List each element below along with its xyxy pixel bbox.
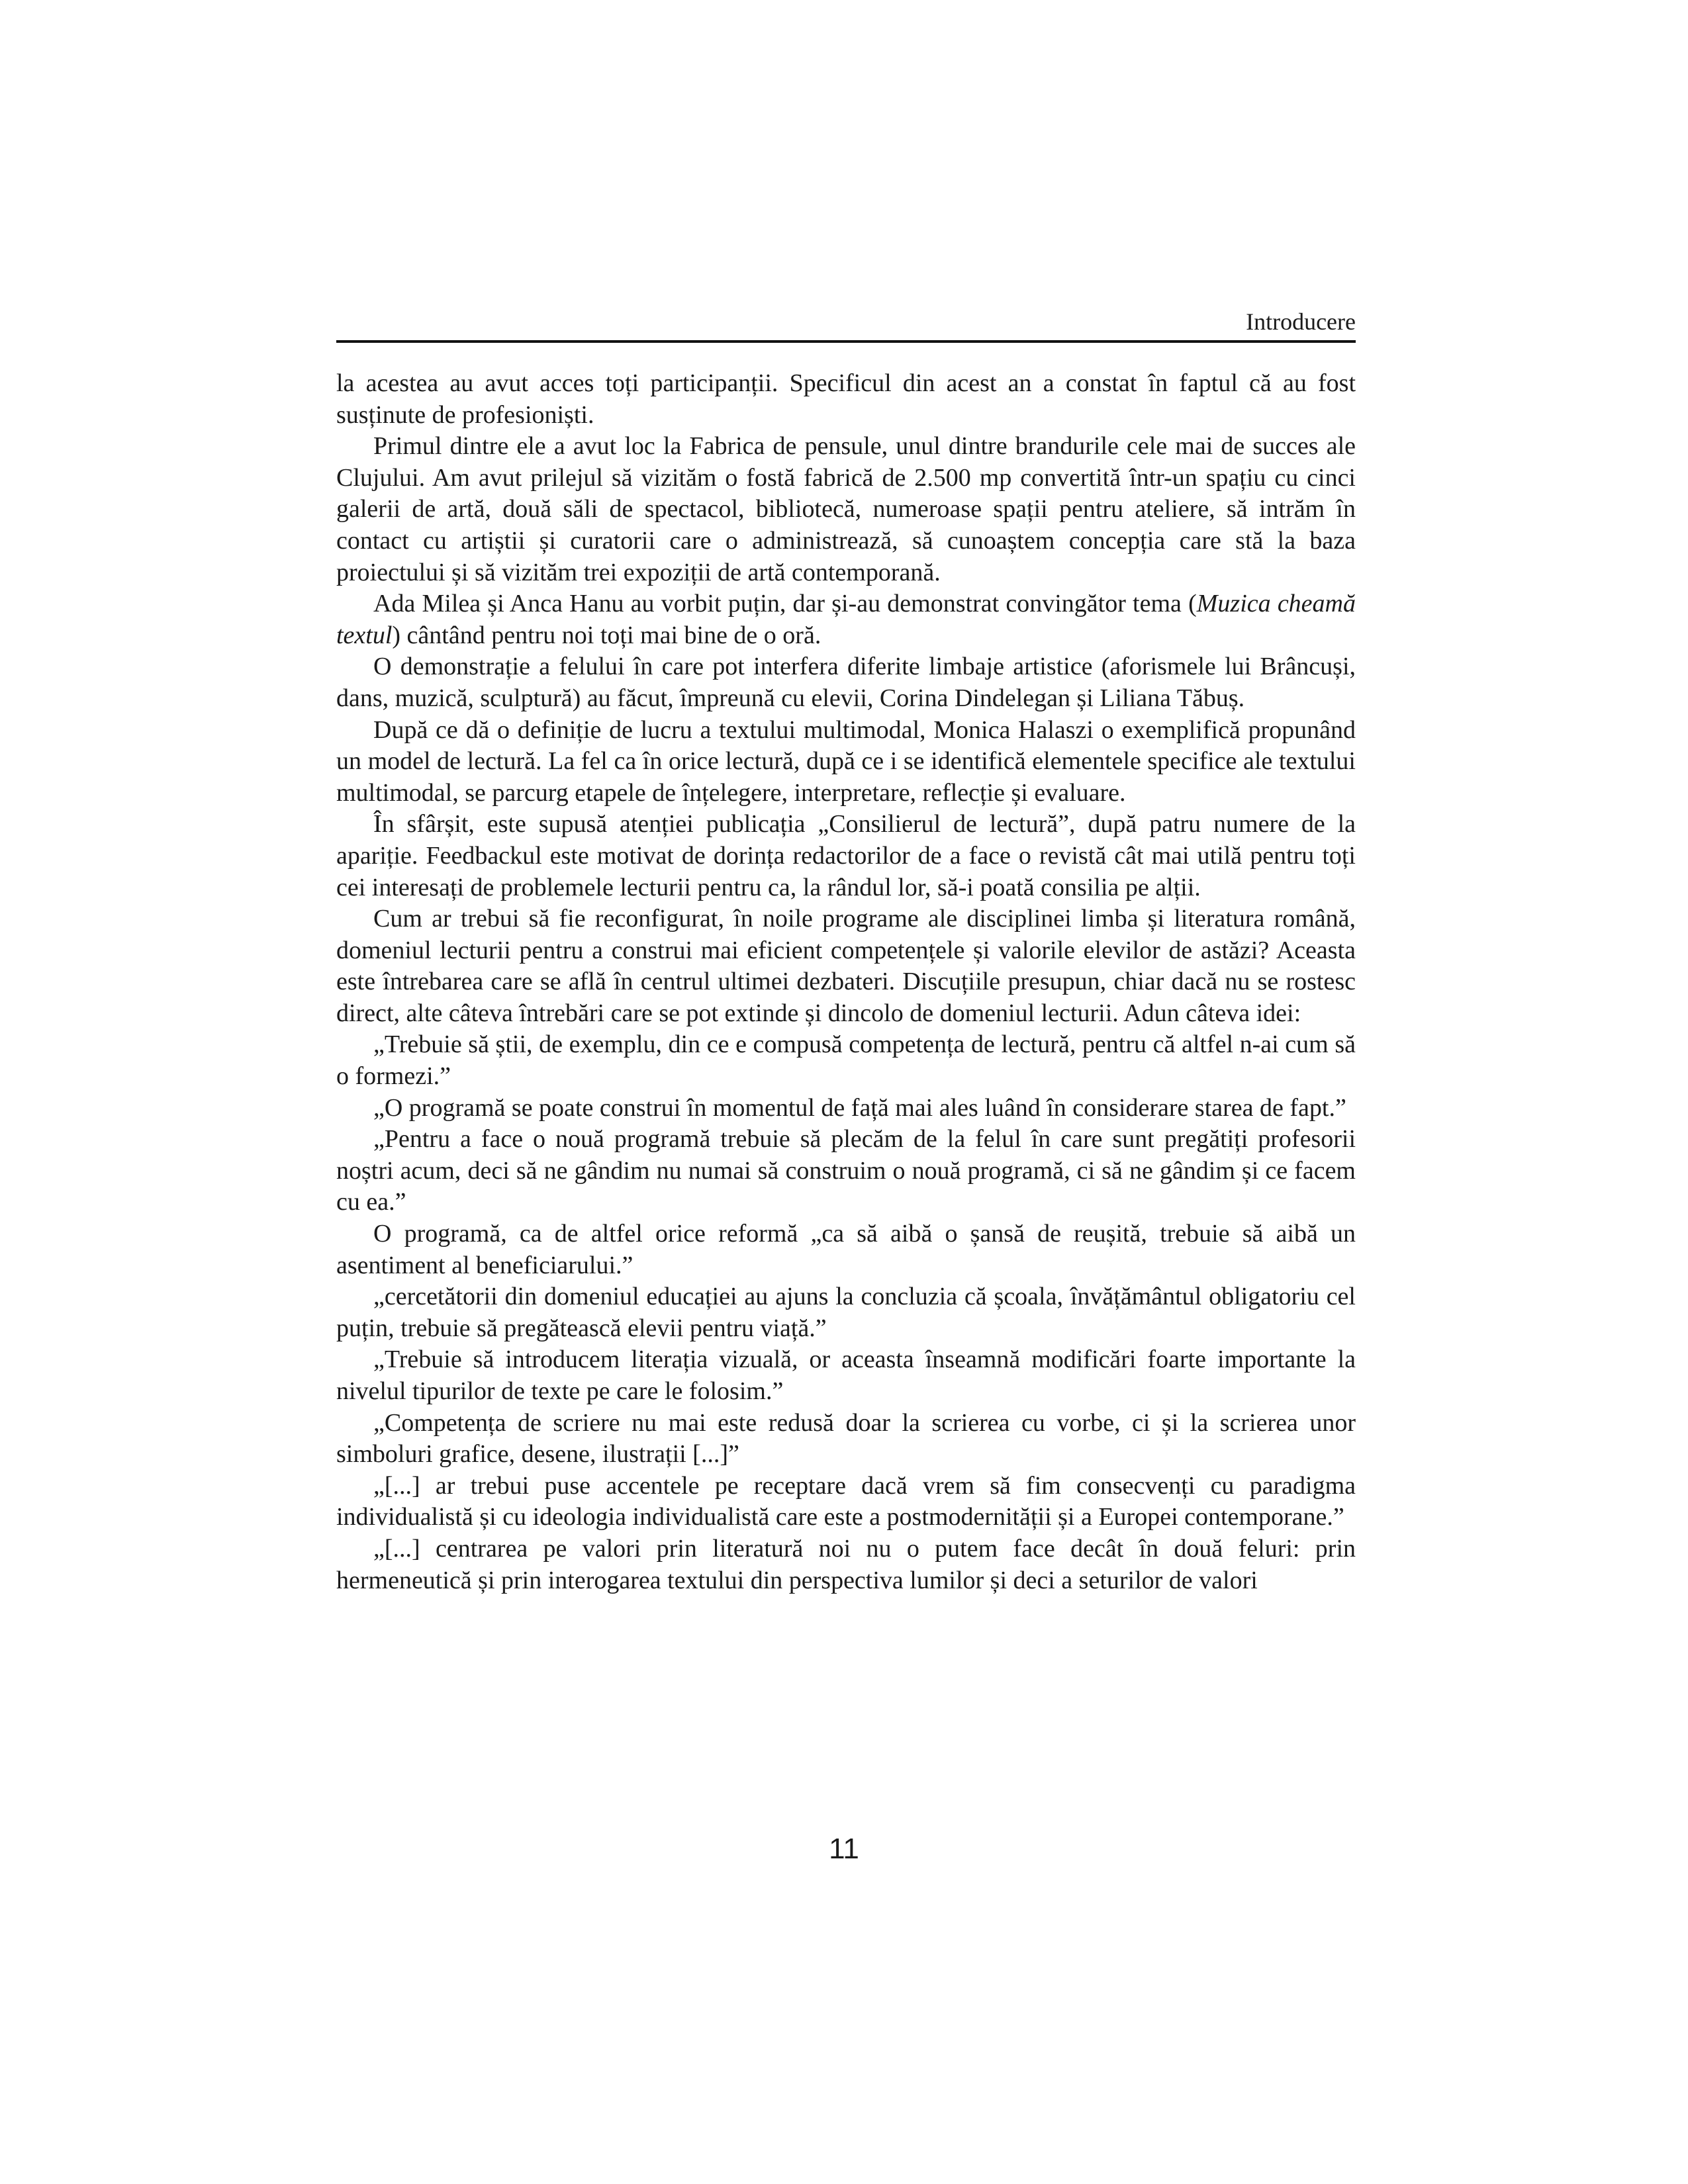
text-run: „O programă se poate construi în momentul de față mai ales luând în considerare starea de fapt.” [373, 1093, 1346, 1122]
text-run: „[...] ar trebui puse accentele pe receptare dacă vrem să fim consecvenți cu paradigma individualistă și cu ideologia individualistă care este a postmodernității și a Europei contemporane.” [336, 1471, 1356, 1531]
text-run: ) cântând pentru noi toți mai bine de o oră. [392, 621, 821, 649]
quote-paragraph [336, 1281, 1356, 1344]
paragraph [336, 651, 1356, 714]
paragraph [336, 715, 1356, 809]
text-run: După ce dă o definiție de lucru a textului multimodal, Monica Halaszi o exemplifică propunând un model de lectură. La fel ca în orice lectură, după ce i se identifică elementele specifice ale textului multimodal, se parcurg etapele de înțelegere, interpretare, reflecție și evaluare. [336, 715, 1356, 807]
text-run: „Competența de scriere nu mai este redusă doar la scrierea cu vorbe, ci și la scrierea unor simboluri grafice, desene, ilustrații [...]” [336, 1408, 1356, 1469]
italic-title: Muzica cheamă textul [336, 590, 1356, 649]
header-rule [336, 340, 1356, 343]
text-run: „Trebuie să știi, de exemplu, din ce e compusă competența de lectură, pentru că altfel n-ai cum să o formezi.” [336, 1030, 1356, 1091]
text-run: „Pentru a face o nouă programă trebuie să plecăm de la felul în care sunt pregătiți profesorii noștri acum, deci să ne gândim nu numai să construim o nouă programă, ci să ne gândim și ce facem cu ea.” [336, 1125, 1356, 1216]
paragraph [336, 368, 1356, 431]
quote-paragraph [336, 1124, 1356, 1218]
text-run: Cum ar trebui să fie reconfigurat, în noile programe ale disciplinei limba și literatura română, domeniul lecturii pentru a construi mai eficient competențele și valorile elevilor de astăzi? Aceasta este întrebarea care se află în centrul ultimei dezbateri. Discuțiile presupun, chiar dacă nu se rostesc direct, alte câteva întrebări care se pot extinde și dincolo de domeniul lecturii. Adun câteva idei: [336, 905, 1356, 1027]
quote-paragraph [336, 1533, 1356, 1596]
paragraph [336, 588, 1356, 651]
quote-paragraph [336, 1344, 1356, 1407]
quote-paragraph [336, 1471, 1356, 1533]
text-run: O programă, ca de altfel orice reformă „ca să aibă o șansă de reușită, trebuie să aibă un asentiment al beneficiarului.” [336, 1220, 1356, 1279]
paragraph [336, 809, 1356, 903]
text-run: Primul dintre ele a avut loc la Fabrica de pensule, unul dintre brandurile cele mai de succes ale Clujului. Am avut prilejul să vizităm o fostă fabrică de 2.500 mp convertită într-un spațiu cu cinci galerii de artă, două săli de spectacol, bibliotecă, numeroase spații pentru ateliere, să intrăm în contact cu artiștii și curatorii care o administrează, să cunoaștem concepția care stă la baza proiectului și să vizităm trei expoziții de artă contemporană. [336, 432, 1356, 586]
text-run: „cercetătorii din domeniul educației au ajuns la concluzia că școala, învățământul obligatoriu cel puțin, trebuie să pregătească elevii pentru viață.” [336, 1283, 1356, 1342]
text-run: Ada Milea și Anca Hanu au vorbit puțin, dar și-au demonstrat convingător tema ( [373, 590, 1197, 618]
text-run: „Trebuie să introducem literația vizuală, or aceasta înseamnă modificări foarte importante la nivelul tipurilor de texte pe care le folosim.” [336, 1345, 1356, 1405]
quote-paragraph [336, 1093, 1356, 1124]
paragraph [336, 1218, 1356, 1281]
body-text [336, 368, 1356, 1596]
page-number: 11 [829, 1833, 859, 1865]
text-run: „[...] centrarea pe valori prin literatură noi nu o putem face decât în două feluri: prin hermeneutică și prin interogarea textului din perspectiva lumilor și deci a seturilor de valori [336, 1534, 1356, 1594]
quote-paragraph [336, 1408, 1356, 1471]
paragraph [336, 903, 1356, 1029]
text-run: la acestea au avut acces toți participanții. Specificul din acest an a constat în faptul că au fost susținute de profesioniști. [336, 369, 1356, 429]
quote-paragraph [336, 1029, 1356, 1092]
paragraph [336, 431, 1356, 588]
text-run: O demonstrație a felului în care pot interfera diferite limbaje artistice (aforismele lui Brâncuși, dans, muzică, sculptură) au făcut, împreună cu elevii, Corina Dindelegan și Liliana Tăbuș. [336, 653, 1356, 712]
text-run: În sfârșit, este supusă atenției publicația „Consilierul de lectură”, după patru numere de la apariție. Feedbackul este motivat de dorința redactorilor de a face o revistă cât mai utilă pentru toți cei interesați de problemele lecturii pentru ca, la rândul lor, să-i poată consilia pe alții. [336, 810, 1356, 901]
running-header: Introducere [1246, 308, 1356, 335]
